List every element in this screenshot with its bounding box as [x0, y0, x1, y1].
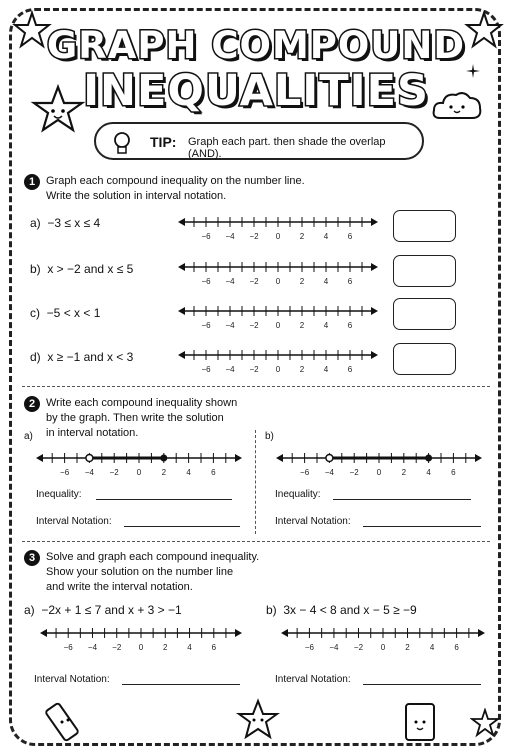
- answer-box-1b[interactable]: [393, 255, 456, 287]
- answer-box-1a[interactable]: [393, 210, 456, 242]
- right-arrow-icon: [371, 307, 378, 315]
- tick-label: −2: [353, 643, 364, 652]
- right-arrow-icon: [478, 629, 485, 637]
- problem-3b: [266, 603, 417, 617]
- page-title-line1: GRAPH COMPOUND: [46, 24, 466, 67]
- open-circle-endpoint: [326, 455, 333, 462]
- tick-label: 2: [405, 643, 410, 652]
- right-arrow-icon: [235, 629, 242, 637]
- problem-letter: c): [30, 306, 40, 320]
- problem-text: −5 < x < 1: [46, 306, 101, 320]
- right-arrow-icon: [475, 454, 482, 462]
- tick-label: 2: [299, 277, 305, 286]
- problem-1a: [30, 216, 100, 230]
- tick-label: 2: [299, 365, 305, 374]
- tick-label: 4: [429, 643, 435, 652]
- section-divider: [22, 386, 490, 387]
- tick-label: −4: [225, 232, 235, 241]
- tick-label: −2: [109, 468, 119, 477]
- tick-label: −4: [87, 643, 98, 652]
- section3-instruction: [46, 550, 259, 595]
- problem-letter: a): [30, 216, 41, 230]
- tick-label: 6: [347, 232, 353, 241]
- problem-text: 3x − 4 < 8 and x − 5 ≥ −9: [283, 603, 417, 617]
- smiling-star-icon: [236, 698, 280, 742]
- tick-label: −2: [112, 643, 122, 652]
- interval-field-b[interactable]: [275, 516, 351, 527]
- tick-label: 0: [376, 468, 382, 477]
- problem-text: x > −2 and x ≤ 5: [47, 262, 134, 276]
- problem-text: −3 ≤ x ≤ 4: [47, 216, 101, 230]
- pencil-doodle-icon: [40, 700, 92, 748]
- section-number-badge: 1: [24, 174, 40, 190]
- tick-label: 0: [136, 468, 142, 477]
- open-circle-endpoint: [86, 455, 93, 462]
- closed-circle-endpoint: [160, 455, 167, 462]
- tick-label: 4: [187, 643, 192, 652]
- problem-letter: b): [30, 262, 41, 276]
- right-arrow-icon: [371, 351, 378, 359]
- field-label: Inequality:: [36, 489, 82, 500]
- tip-text: Graph each part. then shade the overlap (AND).: [188, 136, 386, 160]
- tick-label: −4: [225, 365, 235, 374]
- tick-label: −4: [84, 468, 94, 477]
- field-label: Inequality:: [275, 489, 321, 500]
- tick-label: −2: [249, 232, 259, 241]
- tick-label: 6: [451, 468, 456, 477]
- instruction-line: in interval notation.: [46, 427, 139, 439]
- tick-label: −6: [300, 468, 310, 477]
- part-b-label: b): [265, 431, 274, 442]
- tick-label: 6: [347, 365, 353, 374]
- right-arrow-icon: [371, 263, 378, 271]
- instruction-line: Solve and graph each compound inequality.: [46, 551, 260, 563]
- number-line-1b[interactable]: [178, 257, 378, 292]
- section-divider-vertical: [255, 430, 256, 534]
- tick-label: 2: [299, 321, 305, 330]
- tick-label: 0: [275, 321, 281, 330]
- interval-field-3b[interactable]: [275, 674, 351, 685]
- left-arrow-icon: [281, 629, 288, 637]
- tick-label: −6: [201, 232, 211, 241]
- number-line-3a[interactable]: [40, 623, 242, 658]
- problem-1c: [30, 306, 100, 320]
- tick-label: −6: [201, 365, 211, 374]
- lightbulb-icon: [108, 129, 136, 157]
- left-arrow-icon: [276, 454, 283, 462]
- tick-label: 0: [275, 277, 281, 286]
- section-divider: [22, 541, 490, 542]
- problem-letter: b): [266, 603, 277, 617]
- tick-label: 2: [161, 468, 167, 477]
- tick-label: 0: [138, 643, 144, 652]
- problem-letter: d): [30, 350, 41, 364]
- tick-label: −4: [324, 468, 334, 477]
- section2-instruction: [46, 396, 237, 441]
- tick-label: 0: [275, 232, 281, 241]
- section-number-badge: 3: [24, 550, 40, 566]
- tick-label: 2: [299, 232, 305, 241]
- tick-label: −2: [349, 468, 359, 477]
- right-arrow-icon: [235, 454, 242, 462]
- tick-label: 4: [323, 277, 329, 286]
- left-arrow-icon: [178, 218, 185, 226]
- tick-label: −4: [225, 277, 235, 286]
- problem-text: x ≥ −1 and x < 3: [47, 350, 134, 364]
- field-label: Interval Notation:: [34, 674, 110, 685]
- tick-label: −6: [201, 321, 211, 330]
- closed-circle-endpoint: [425, 455, 432, 462]
- tick-label: −6: [201, 277, 211, 286]
- tip-label: TIP:: [150, 134, 177, 150]
- left-arrow-icon: [40, 629, 47, 637]
- notebook-doodle-icon: [398, 700, 442, 746]
- instruction-line: Write the solution in interval notation.: [46, 190, 227, 202]
- tick-label: 4: [186, 468, 191, 477]
- field-label: Interval Notation:: [36, 516, 112, 527]
- inequality-field-b[interactable]: [275, 489, 321, 500]
- given-graph-a: [36, 448, 242, 483]
- problem-1d: [30, 350, 133, 364]
- field-label: Interval Notation:: [275, 516, 351, 527]
- tick-label: −6: [60, 468, 70, 477]
- inequality-field-a[interactable]: [36, 489, 82, 500]
- number-line-1c[interactable]: [178, 301, 378, 336]
- tick-label: 6: [347, 277, 353, 286]
- tick-label: 0: [275, 365, 281, 374]
- tick-label: −4: [225, 321, 235, 330]
- tick-label: 6: [211, 468, 216, 477]
- instruction-line: Show your solution on the number line: [46, 566, 234, 578]
- left-arrow-icon: [178, 307, 185, 315]
- tick-label: 6: [211, 643, 217, 652]
- tick-label: 2: [163, 643, 168, 652]
- instruction-line: and write the interval notation.: [46, 581, 193, 593]
- tick-label: −6: [63, 643, 73, 652]
- number-line-1d[interactable]: [178, 345, 378, 380]
- left-arrow-icon: [36, 454, 43, 462]
- tick-label: −2: [249, 277, 259, 286]
- tick-label: 4: [323, 232, 329, 241]
- section1-instruction: [46, 174, 305, 204]
- field-label: Interval Notation:: [275, 674, 351, 685]
- answer-box-1d[interactable]: [393, 343, 456, 375]
- instruction-line: Write each compound inequality shown: [46, 397, 238, 409]
- tick-label: −2: [249, 365, 259, 374]
- tick-label: 4: [323, 365, 329, 374]
- tick-label: −4: [329, 643, 339, 652]
- section-number-badge: 2: [24, 396, 40, 412]
- tip-box: [94, 122, 424, 160]
- left-arrow-icon: [178, 351, 185, 359]
- number-line-3b[interactable]: [281, 623, 485, 658]
- tick-label: 4: [426, 468, 431, 477]
- part-a-label: a): [24, 431, 33, 442]
- tick-label: 6: [347, 321, 353, 330]
- left-arrow-icon: [178, 263, 185, 271]
- tick-label: 6: [454, 643, 459, 652]
- instruction-line: Graph each compound inequality on the number line.: [46, 175, 305, 187]
- interval-field-a[interactable]: [36, 516, 112, 527]
- instruction-line: by the graph. Then write the solution: [46, 412, 224, 424]
- problem-text: −2x + 1 ≤ 7 and x + 3 > −1: [41, 603, 182, 617]
- problem-3a: [24, 603, 182, 617]
- problem-letter: a): [24, 603, 35, 617]
- tick-label: 2: [401, 468, 407, 477]
- interval-field-3a[interactable]: [34, 674, 110, 685]
- answer-box-1c[interactable]: [393, 298, 456, 330]
- star-doodle-icon: [470, 708, 500, 738]
- tick-label: −6: [304, 643, 314, 652]
- page-title-line2: INEQUALITIES: [83, 66, 429, 116]
- given-graph-b: [276, 448, 482, 483]
- problem-1b: [30, 262, 133, 276]
- right-arrow-icon: [371, 218, 378, 226]
- tick-label: 0: [380, 643, 386, 652]
- tick-label: −2: [249, 321, 259, 330]
- tick-label: 4: [323, 321, 329, 330]
- number-line-1a[interactable]: [178, 212, 378, 247]
